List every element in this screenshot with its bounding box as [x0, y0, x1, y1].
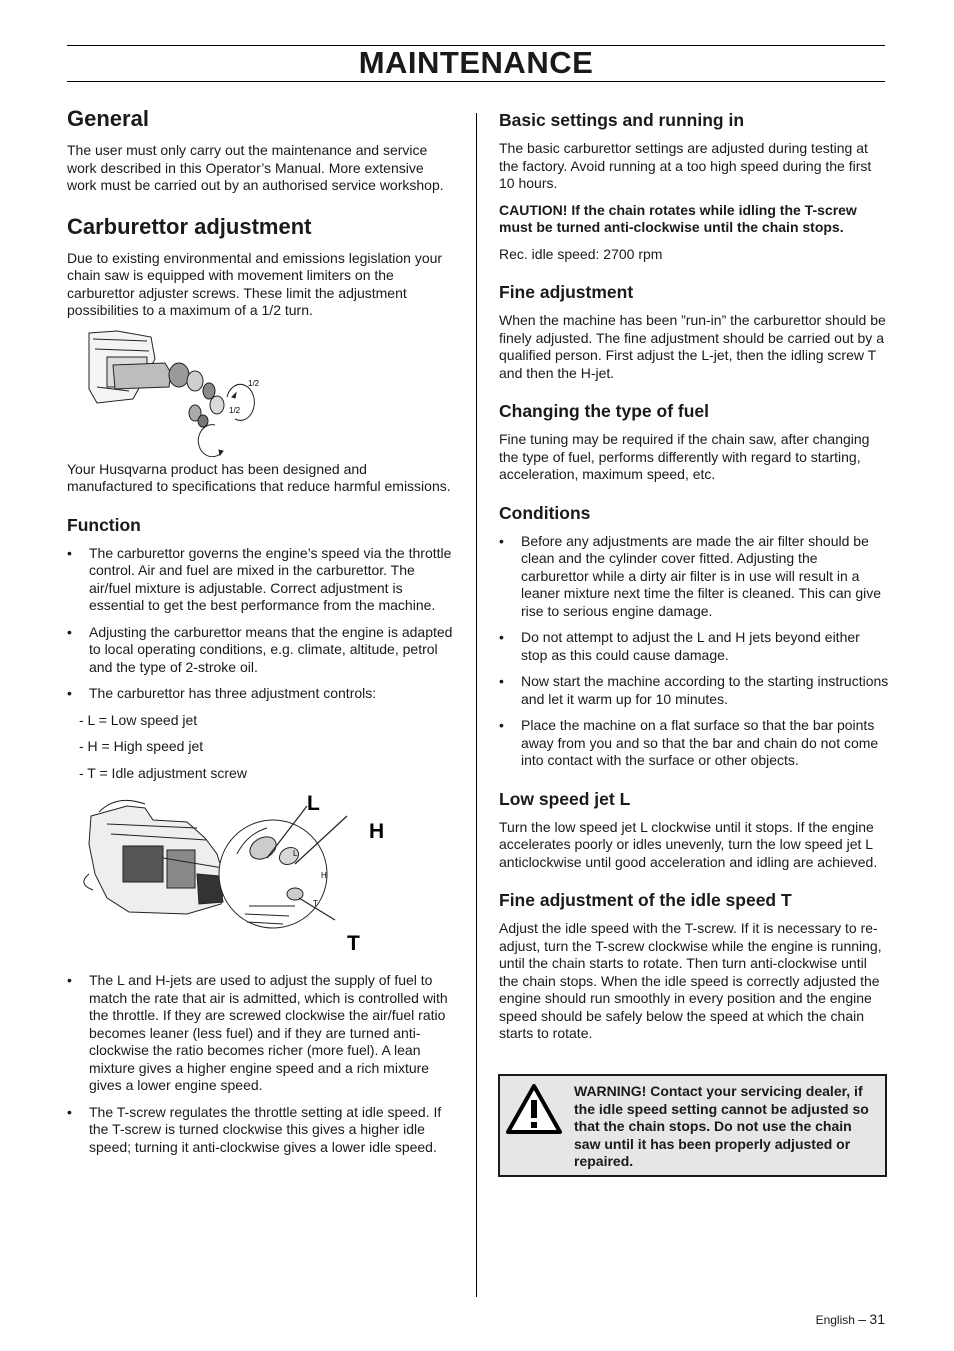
fine-body: When the machine has been ”run-in” the carburettor should be finely adjusted. The fine adjustment should be carried out by a qualified person. First adjust the L-jet, then the idling screw T and then the H-jet. — [499, 312, 886, 381]
small-label-T: T — [313, 899, 318, 908]
control-low-speed-jet: - L = Low speed jet — [79, 711, 198, 728]
control-idle-screw: - T = Idle adjustment screw — [79, 764, 247, 781]
footer-dash: – — [858, 1311, 867, 1327]
controls-list — [67, 712, 455, 783]
basic-heading: Basic settings and running in — [499, 110, 745, 130]
turn-label-2: 1/2 — [229, 405, 241, 415]
list-item: • The carburettor has three adjustment controls: — [67, 685, 455, 703]
carburettor-heading: Carburettor adjustment — [67, 213, 312, 239]
right-column — [499, 109, 889, 1052]
general-body: The user must only carry out the maintenance and service work described in this Operator’s Manual. More extensive work must be carried out by an authorised service workshop. — [67, 142, 444, 193]
small-label-L: L — [293, 849, 298, 858]
list-item: • Place the machine on a flat surface so that the bar points away from you and so that the bar and chain do not come into contact with the surface or other objects. — [499, 717, 889, 770]
function-bullets — [67, 545, 455, 703]
list-item: • The carburettor governs the engine’s speed via the throttle control. Air and fuel are mixed in the carburettor. The air/fuel mixture is adjustable. Correct adjustment is essential to get the best performance from the machine. — [67, 545, 455, 615]
carburettor-body-2: Your Husqvarna product has been designed and manufactured to specifications that reduce harmful emissions. — [67, 460, 451, 494]
caution-text: CAUTION! If the chain rotates while idling the T-screw must be turned anti-clockwise until the chain stops. — [499, 201, 857, 235]
list-item: • Do not attempt to adjust the L and H jets beyond either stop as this could cause damage. — [499, 629, 889, 664]
page-title: MAINTENANCE — [358, 45, 594, 80]
basic-body: The basic carburettor settings are adjusted during testing at the factory. Avoid running at a too high speed during the first 10 hours. — [499, 140, 872, 191]
warning-text: WARNING! Contact your servicing dealer, if the idle speed setting cannot be adjusted so that the chain stops. Do not use the chain saw until it has been properly adjusted or repaired. — [574, 1083, 869, 1169]
fine-heading: Fine adjustment — [499, 282, 634, 302]
list-item: • The T-screw regulates the throttle setting at idle speed. If the T-screw is turned clockwise this gives a higher idle speed; turning it anti-clockwise gives a lower idle speed. — [67, 1104, 455, 1157]
chainsaw-adjustment-illustration — [67, 794, 387, 956]
low-speed-heading: Low speed jet L — [499, 788, 631, 809]
label-L: L — [307, 794, 320, 815]
conditions-heading: Conditions — [499, 502, 591, 523]
page-number: 31 — [869, 1311, 885, 1327]
column-divider — [476, 113, 477, 1297]
turn-label-1: 1/2 — [248, 378, 260, 388]
fuel-heading: Changing the type of fuel — [499, 401, 709, 421]
left-column — [67, 105, 455, 1165]
warning-triangle-icon — [506, 1084, 562, 1134]
control-high-speed-jet: - H = High speed jet — [79, 738, 204, 754]
list-item: • Before any adjustments are made the air filter should be clean and the cylinder cover fitted. Adjusting the carburettor while a dirty air filter is in use will result in a leaner mixture next time the filter is cleaned. This can give rise to serious engine damage. — [499, 533, 889, 621]
limiter-figure — [67, 329, 455, 457]
idle-speed-text: Rec. idle speed: 2700 rpm — [499, 245, 663, 262]
fuel-body: Fine tuning may be required if the chain saw, after changing the type of fuel, performs differently with regard to starting, acceleration, maximum speed, etc. — [499, 431, 870, 482]
conditions-bullets — [499, 533, 889, 770]
list-item: • The L and H-jets are used to adjust the supply of fuel to match the rate that air is admitted, which is controlled with the throttle. If they are screwed clockwise the air/fuel ratio becomes leaner (less fuel) and if they are turned anti-clockwise the ratio becomes richer (more fuel). A lean mixture gives a higher engine speed and a rich mixture gives a lower engine speed. — [67, 972, 455, 1095]
page-footer — [816, 1311, 885, 1328]
label-T: T — [347, 932, 360, 955]
list-item: • Now start the machine according to the starting instructions and let it warm up for 10 minutes. — [499, 673, 889, 708]
label-H: H — [369, 820, 385, 843]
carburettor-limiter-illustration — [67, 329, 267, 457]
chainsaw-figure — [67, 794, 455, 956]
small-label-H: H — [321, 871, 327, 880]
function-bullets-2 — [67, 972, 455, 1156]
list-item: • Adjusting the carburettor means that the engine is adapted to local operating conditions, e.g. climate, altitude, petrol and the type of 2-stroke oil. — [67, 624, 455, 677]
general-heading: General — [67, 106, 149, 131]
function-heading: Function — [67, 514, 141, 535]
low-speed-body: Turn the low speed jet L clockwise until it stops. If the engine accelerates poorly or idles unevenly, turn the low speed jet L anticlockwise until good acceleration and idling are achieved. — [499, 818, 878, 870]
idle-fine-heading: Fine adjustment of the idle speed T — [499, 890, 792, 910]
carburettor-body: Due to existing environmental and emissions legislation your chain saw is equipped with movement limiters on the carburettor adjuster screws. These limit the adjustment possibilities to a maximum of a 1/2 turn. — [67, 249, 443, 318]
warning-box — [498, 1074, 887, 1177]
footer-language: English — [815, 1313, 855, 1327]
idle-fine-body: Adjust the idle speed with the T-screw. If it is necessary to re-adjust, turn the T-screw clockwise while the engine is running, until the chain starts to rotate. Then turn anti-clockwise until the chain stops. When the idle speed is correctly adjusted the engine should run smoothly in every position and the engine speed should be safely below the speed at which the chain starts to rotate. — [499, 920, 882, 1041]
header-bottom-rule — [67, 81, 885, 82]
